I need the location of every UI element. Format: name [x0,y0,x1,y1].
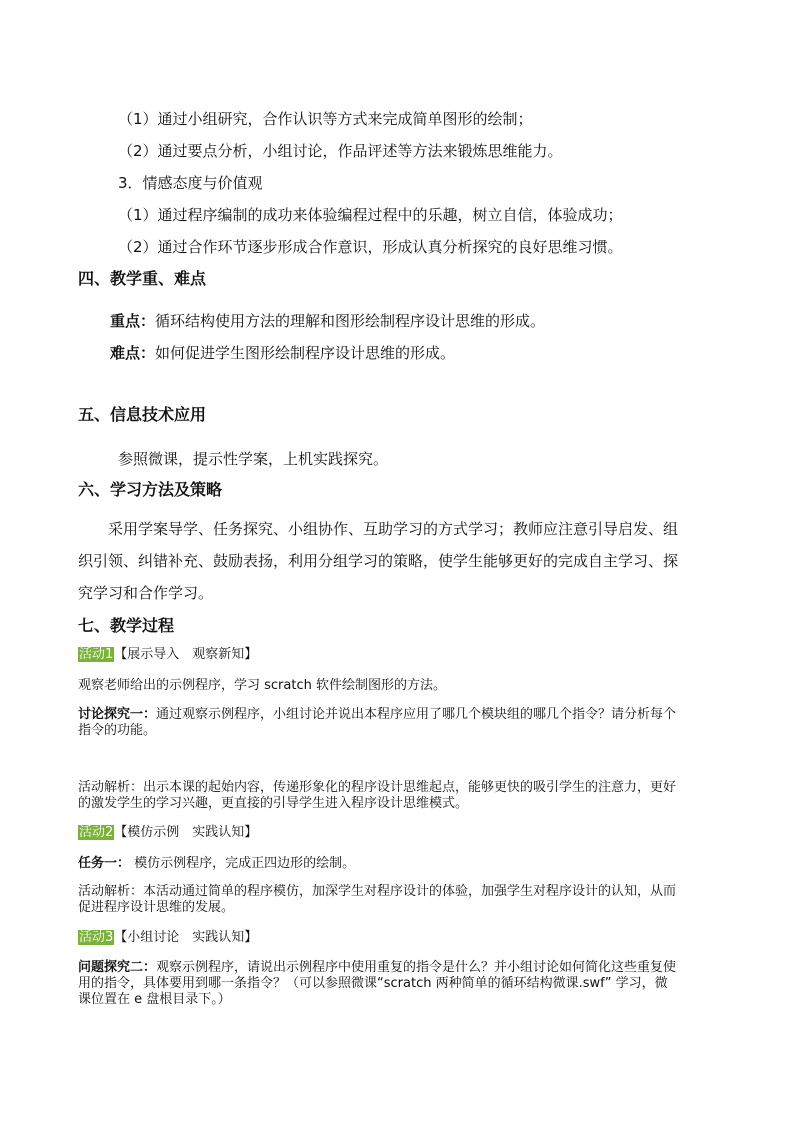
activity-3-heading [78,929,257,946]
activity-2-task [78,855,355,872]
activity-3-tag: 活动3 [79,930,114,945]
method-line-2: 织引领、纠错补充、鼓励表扬，利用分组学习的策略，使学生能够更好的完成自主学习、探 [78,552,679,570]
activity-2-tag: 活动2 [79,825,114,840]
activity-2-task-label: 任务一： [78,856,131,871]
activity-2-task-text: 模仿示例程序，完成正四边形的绘制。 [130,856,356,871]
activity-1-heading [78,646,257,663]
section-heading-4: 四、教学重、难点 [78,269,207,288]
activity-3-question-line-1: 观察示例程序，请说出示例程序中使用重复的指令是什么？并小组讨论如何简化这些重复使 [156,960,677,975]
activity-2-analysis-line-2: 促进程序设计思维的发展。 [78,900,235,915]
activity-3-question-line-2: 用的指令，具体要用到哪一条指令？（可以参照微课“scratch 两种简单的循环结构微课.swf” 学习，微 [78,976,668,991]
objective-line-1: （1）通过小组研究，合作认识等方式来完成简单图形的绘制； [118,110,533,128]
activity-2-heading [78,824,257,841]
key-point-text: 循环结构使用方法的理解和图形绘制程序设计思维的形成。 [155,312,546,330]
method-line-1: 采用学案导学、任务探究、小组协作、互助学习的方式学习；教师应注意引导启发、组 [108,520,679,538]
activity-2-title: 【模仿示例 实践认知】 [114,825,258,840]
difficult-point [110,343,455,363]
section-heading-6: 六、学习方法及策略 [78,480,223,499]
activity-1-question-label: 讨论探究一： [78,707,157,722]
activity-1-question [78,706,676,723]
difficult-point-text: 如何促进学生图形绘制程序设计思维的形成。 [155,344,456,362]
activity-1-analysis-line-1: 活动解析：出示本课的起始内容，传递形象化的程序设计思维起点，能够更快的吸引学生的注意力，更好 [78,780,677,795]
activity-3-title: 【小组讨论 实践认知】 [114,930,258,945]
objective-line-4: （2）通过合作环节逐步形成合作意识，形成认真分析探究的良好思维习惯。 [118,238,623,256]
subheading-attitude: 3．情感态度与价值观 [118,174,263,192]
key-point [110,311,545,331]
section-heading-5: 五、信息技术应用 [78,405,207,424]
activity-3-question-line-3: 课位置在 e 盘根目录下。） [78,992,231,1007]
activity-3-question [78,959,676,976]
section-heading-7: 七、教学过程 [78,616,175,635]
objective-line-2: （2）通过要点分析，小组讨论，作品评述等方法来锻炼思维能力。 [118,142,563,160]
activity-3-question-label: 问题探究二： [78,960,157,975]
objective-line-3: （1）通过程序编制的成功来体验编程过程中的乐趣，树立自信，体验成功； [118,206,623,224]
key-point-label: 重点： [110,312,156,330]
activity-1-question-line-1: 通过观察示例程序，小组讨论并说出本程序应用了哪几个模块组的哪几个指令？请分析每个 [156,707,677,722]
activity-1-question-line-2: 指令的功能。 [78,723,157,738]
activity-1-tag: 活动1 [79,647,114,662]
activity-1-desc: 观察老师给出的示例程序，学习 scratch 软件绘制图形的方法。 [78,678,446,693]
activity-1-analysis-line-2: 的激发学生的学习兴趣，更直接的引导学生进入程序设计思维模式。 [78,796,469,811]
method-line-3: 究学习和合作学习。 [78,584,214,602]
activity-1-title: 【展示导入 观察新知】 [114,647,258,662]
difficult-point-label: 难点： [110,344,156,362]
activity-2-analysis-line-1: 活动解析：本活动通过简单的程序模仿，加深学生对程序设计的体验，加强学生对程序设计的认知，从而 [78,884,677,899]
tech-text: 参照微课，提示性学案，上机实践探究。 [118,450,389,468]
